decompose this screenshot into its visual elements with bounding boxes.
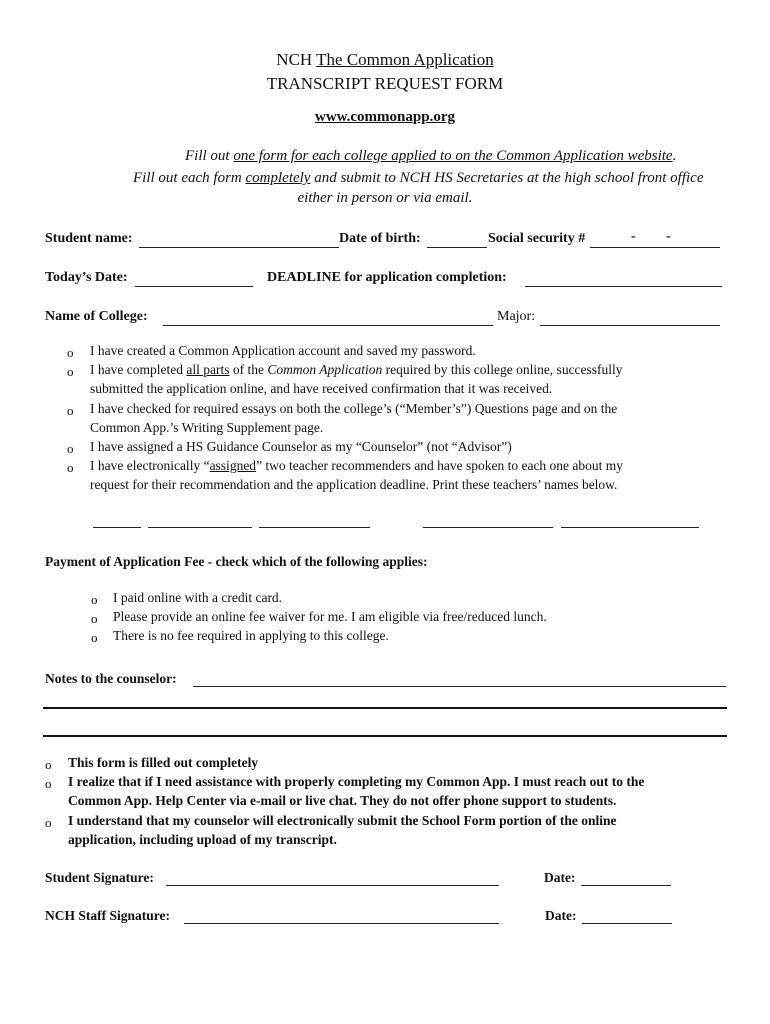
student-signature-field[interactable] xyxy=(166,885,499,886)
student-signature-label: Student Signature: xyxy=(45,870,154,885)
checklist-item-2 xyxy=(90,362,623,378)
checklist-item-2-cont: submitted the application online, and have received confirmation that it was received. xyxy=(90,381,553,396)
student-name-label: Student name: xyxy=(45,231,133,246)
instruction-line-1 xyxy=(185,148,676,165)
deadline-field[interactable] xyxy=(525,286,722,287)
student-date-label: Date: xyxy=(544,870,576,885)
ack-item-3-cont: application, including upload of my transcript. xyxy=(68,832,337,847)
teacher-name-field[interactable] xyxy=(259,527,370,528)
checkbox-bullet[interactable]: o xyxy=(91,630,98,645)
deadline-label: DEADLINE for application completion: xyxy=(267,270,507,285)
checkbox-bullet[interactable]: o xyxy=(91,611,98,626)
ack-item-2: I realize that if I need assistance with properly completing my Common App. I must reach out to the xyxy=(68,774,645,789)
org-name: The Common Application xyxy=(316,50,494,69)
notes-field[interactable] xyxy=(193,686,726,687)
payment-option-2: Please provide an online fee waiver for me. I am eligible via free/reduced lunch. xyxy=(113,609,547,624)
item-text: required by this college online, successfully xyxy=(382,362,623,377)
instruction-emphasis: completely xyxy=(245,170,311,186)
ack-item-2-cont: Common App. Help Center via e-mail or live chat. They do not offer phone support to students. xyxy=(68,793,617,808)
website-link[interactable]: www.commonapp.org xyxy=(314,109,455,125)
instruction-text: Fill out each form xyxy=(133,170,246,186)
college-field[interactable] xyxy=(163,325,493,326)
todays-date-label: Today’s Date: xyxy=(45,270,128,285)
staff-signature-field[interactable] xyxy=(184,923,499,924)
item-text: ” two teacher recommenders and have spoken to each one about my xyxy=(256,458,624,473)
dob-label: Date of birth: xyxy=(339,231,421,246)
teacher-name-field[interactable] xyxy=(423,527,553,528)
notes-line[interactable] xyxy=(43,707,727,709)
dob-field[interactable] xyxy=(427,247,487,248)
major-field[interactable] xyxy=(540,325,720,326)
payment-heading: Payment of Application Fee - check which of the following applies: xyxy=(45,554,428,569)
ack-item-3: I understand that my counselor will electronically submit the School Form portion of the online xyxy=(68,813,617,828)
checkbox-bullet[interactable]: o xyxy=(67,441,74,456)
checkbox-bullet[interactable]: o xyxy=(67,364,74,379)
item-italic: Common Application xyxy=(267,362,383,377)
staff-date-label: Date: xyxy=(545,908,577,923)
checklist-item-3-cont: Common App.’s Writing Supplement page. xyxy=(90,420,324,435)
checkbox-bullet[interactable]: o xyxy=(45,757,52,772)
checklist-item-1: I have created a Common Application account and saved my password. xyxy=(90,343,476,358)
payment-option-3: There is no fee required in applying to this college. xyxy=(113,628,389,643)
checkbox-bullet[interactable]: o xyxy=(67,460,74,475)
staff-signature-label: NCH Staff Signature: xyxy=(45,908,171,923)
checklist-item-5-cont: request for their recommendation and the application deadline. Print these teachers’ names below. xyxy=(90,477,618,492)
major-label: Major: xyxy=(497,309,536,324)
instruction-emphasis: one form for each college applied to on the Common Application website xyxy=(233,148,673,164)
teacher-name-field[interactable] xyxy=(561,527,699,528)
item-text: I have electronically “ xyxy=(90,458,210,473)
instruction-text: Fill out xyxy=(185,148,234,164)
checkbox-bullet[interactable]: o xyxy=(45,815,52,830)
ack-item-1: This form is filled out completely xyxy=(68,755,259,770)
ssn-field[interactable] xyxy=(590,247,720,248)
instruction-line-2 xyxy=(133,170,704,187)
item-emphasis: assigned xyxy=(209,458,257,473)
item-emphasis: all parts xyxy=(186,362,230,377)
student-name-field[interactable] xyxy=(139,247,339,248)
notes-label: Notes to the counselor: xyxy=(45,671,177,686)
notes-line[interactable] xyxy=(43,735,727,737)
org-prefix: NCH xyxy=(276,50,313,69)
checkbox-bullet[interactable]: o xyxy=(91,592,98,607)
instruction-text: . xyxy=(672,148,677,164)
ssn-dash-1: - xyxy=(631,229,636,244)
staff-date-field[interactable] xyxy=(582,923,672,924)
ssn-dash-2: - xyxy=(666,229,671,244)
form-title: TRANSCRIPT REQUEST FORM xyxy=(266,74,504,93)
checkbox-bullet[interactable]: o xyxy=(45,776,52,791)
todays-date-field[interactable] xyxy=(135,286,253,287)
checklist-item-5 xyxy=(90,458,623,474)
item-text: of the xyxy=(229,362,268,377)
checklist-item-4: I have assigned a HS Guidance Counselor as my “Counselor” (not “Advisor”) xyxy=(90,439,512,454)
teacher-name-field[interactable] xyxy=(93,527,141,528)
checklist-item-3: I have checked for required essays on both the college’s (“Member’s”) Questions page and on the xyxy=(90,401,618,416)
org-title xyxy=(0,50,770,70)
instruction-line-3: either in person or via email. xyxy=(297,190,473,206)
item-text: I have completed xyxy=(90,362,187,377)
teacher-name-field[interactable] xyxy=(148,527,252,528)
student-date-field[interactable] xyxy=(581,885,671,886)
checkbox-bullet[interactable]: o xyxy=(67,345,74,360)
payment-option-1: I paid online with a credit card. xyxy=(113,590,283,605)
college-label: Name of College: xyxy=(45,309,148,324)
ssn-label: Social security # xyxy=(488,231,586,246)
instruction-text: and submit to NCH HS Secretaries at the high school front office xyxy=(310,170,704,186)
checkbox-bullet[interactable]: o xyxy=(67,403,74,418)
